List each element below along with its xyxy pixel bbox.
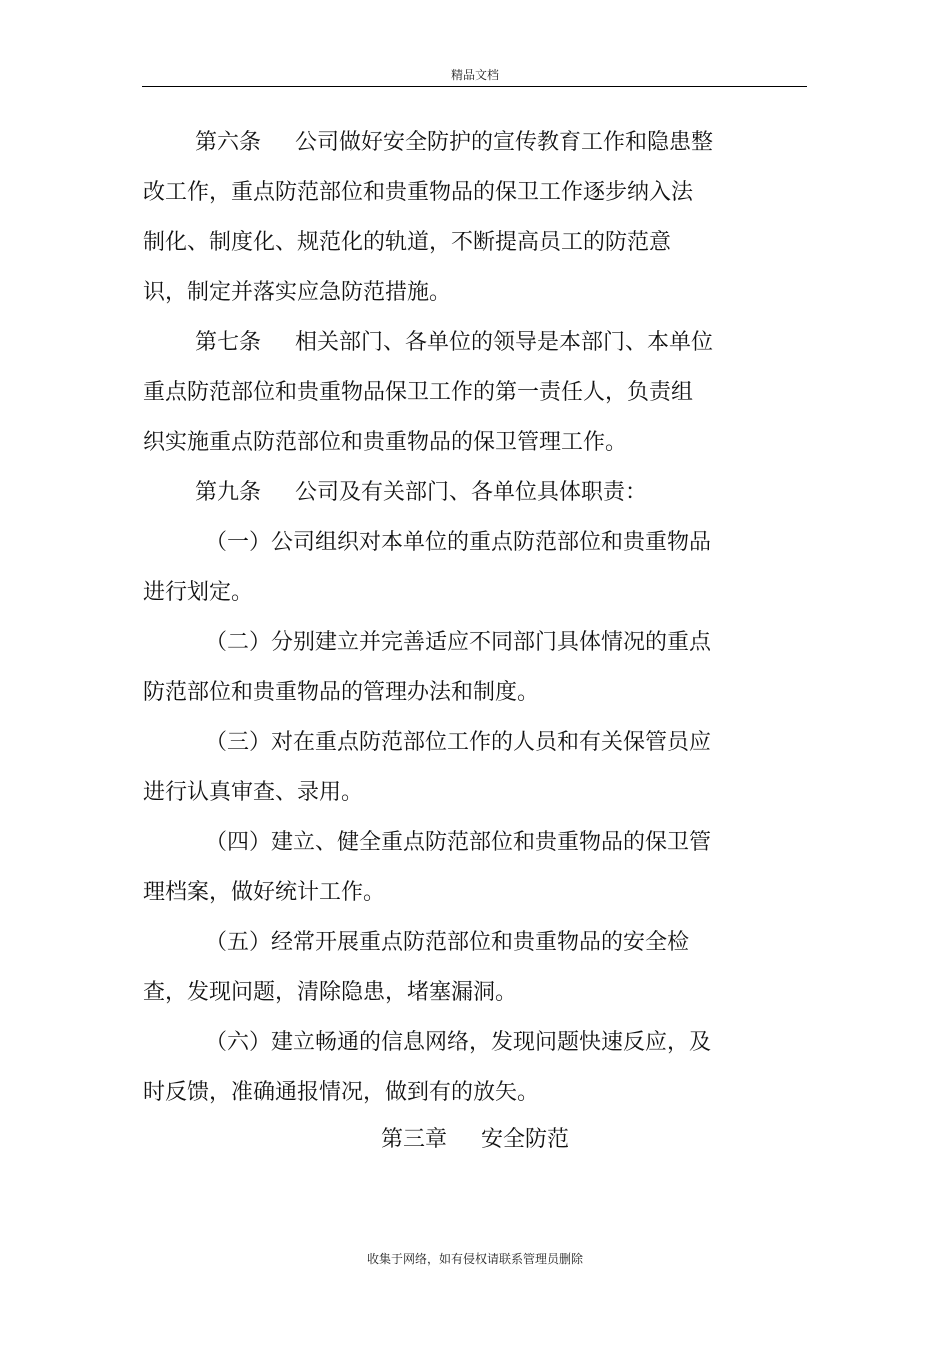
document-body <box>143 118 743 1118</box>
page-header: 精品文档 <box>450 68 499 82</box>
article-6-line-1 <box>143 118 743 168</box>
article-7-line-2: 重点防范部位和贵重物品保卫工作的第一责任人，负责组 <box>143 380 694 405</box>
article-7-line-1 <box>143 318 743 368</box>
item-1-line-2: 进行划定。 <box>143 580 254 605</box>
item-5-line-1: （五）经常开展重点防范部位和贵重物品的安全检 <box>205 930 690 955</box>
article-text: 公司及有关部门、各单位具体职责： <box>295 480 648 505</box>
item-2-line-1: （二）分别建立并完善适应不同部门具体情况的重点 <box>205 630 712 655</box>
article-text: 公司做好安全防护的宣传教育工作和隐患整 <box>295 130 714 155</box>
item-5-line-2: 查，发现问题，清除隐患，堵塞漏洞。 <box>143 980 518 1005</box>
chapter-heading <box>0 1118 950 1162</box>
article-text: 相关部门、各单位的领导是本部门、本单位 <box>295 330 714 355</box>
article-6-line-4: 识，制定并落实应急防范措施。 <box>143 280 452 305</box>
item-1-line-1: （一）公司组织对本单位的重点防范部位和贵重物品 <box>205 530 712 555</box>
article-label: 第七条 <box>195 330 262 355</box>
item-4-line-1: （四）建立、健全重点防范部位和贵重物品的保卫管 <box>205 830 712 855</box>
article-6-line-3: 制化、制度化、规范化的轨道，不断提高员工的防范意 <box>143 230 672 255</box>
item-2-line-2: 防范部位和贵重物品的管理办法和制度。 <box>143 680 540 705</box>
header-rule <box>142 86 807 87</box>
item-4-line-2: 理档案，做好统计工作。 <box>143 880 386 905</box>
item-6-line-1: （六）建立畅通的信息网络，发现问题快速反应，及 <box>205 1030 712 1055</box>
article-7-line-3: 织实施重点防范部位和贵重物品的保卫管理工作。 <box>143 430 628 455</box>
item-3-line-2: 进行认真审查、录用。 <box>143 780 364 805</box>
article-label: 第九条 <box>195 480 262 505</box>
article-label: 第六条 <box>195 130 262 155</box>
item-6-line-2: 时反馈，准确通报情况，做到有的放矢。 <box>143 1080 540 1105</box>
page-footer: 收集于网络，如有侵权请联系管理员删除 <box>366 1252 583 1266</box>
chapter-number: 第三章 <box>380 1127 447 1152</box>
article-9-line-1 <box>143 468 743 518</box>
chapter-title: 安全防范 <box>481 1127 570 1152</box>
article-6-line-2: 改工作，重点防范部位和贵重物品的保卫工作逐步纳入法 <box>143 180 694 205</box>
item-3-line-1: （三）对在重点防范部位工作的人员和有关保管员应 <box>205 730 712 755</box>
